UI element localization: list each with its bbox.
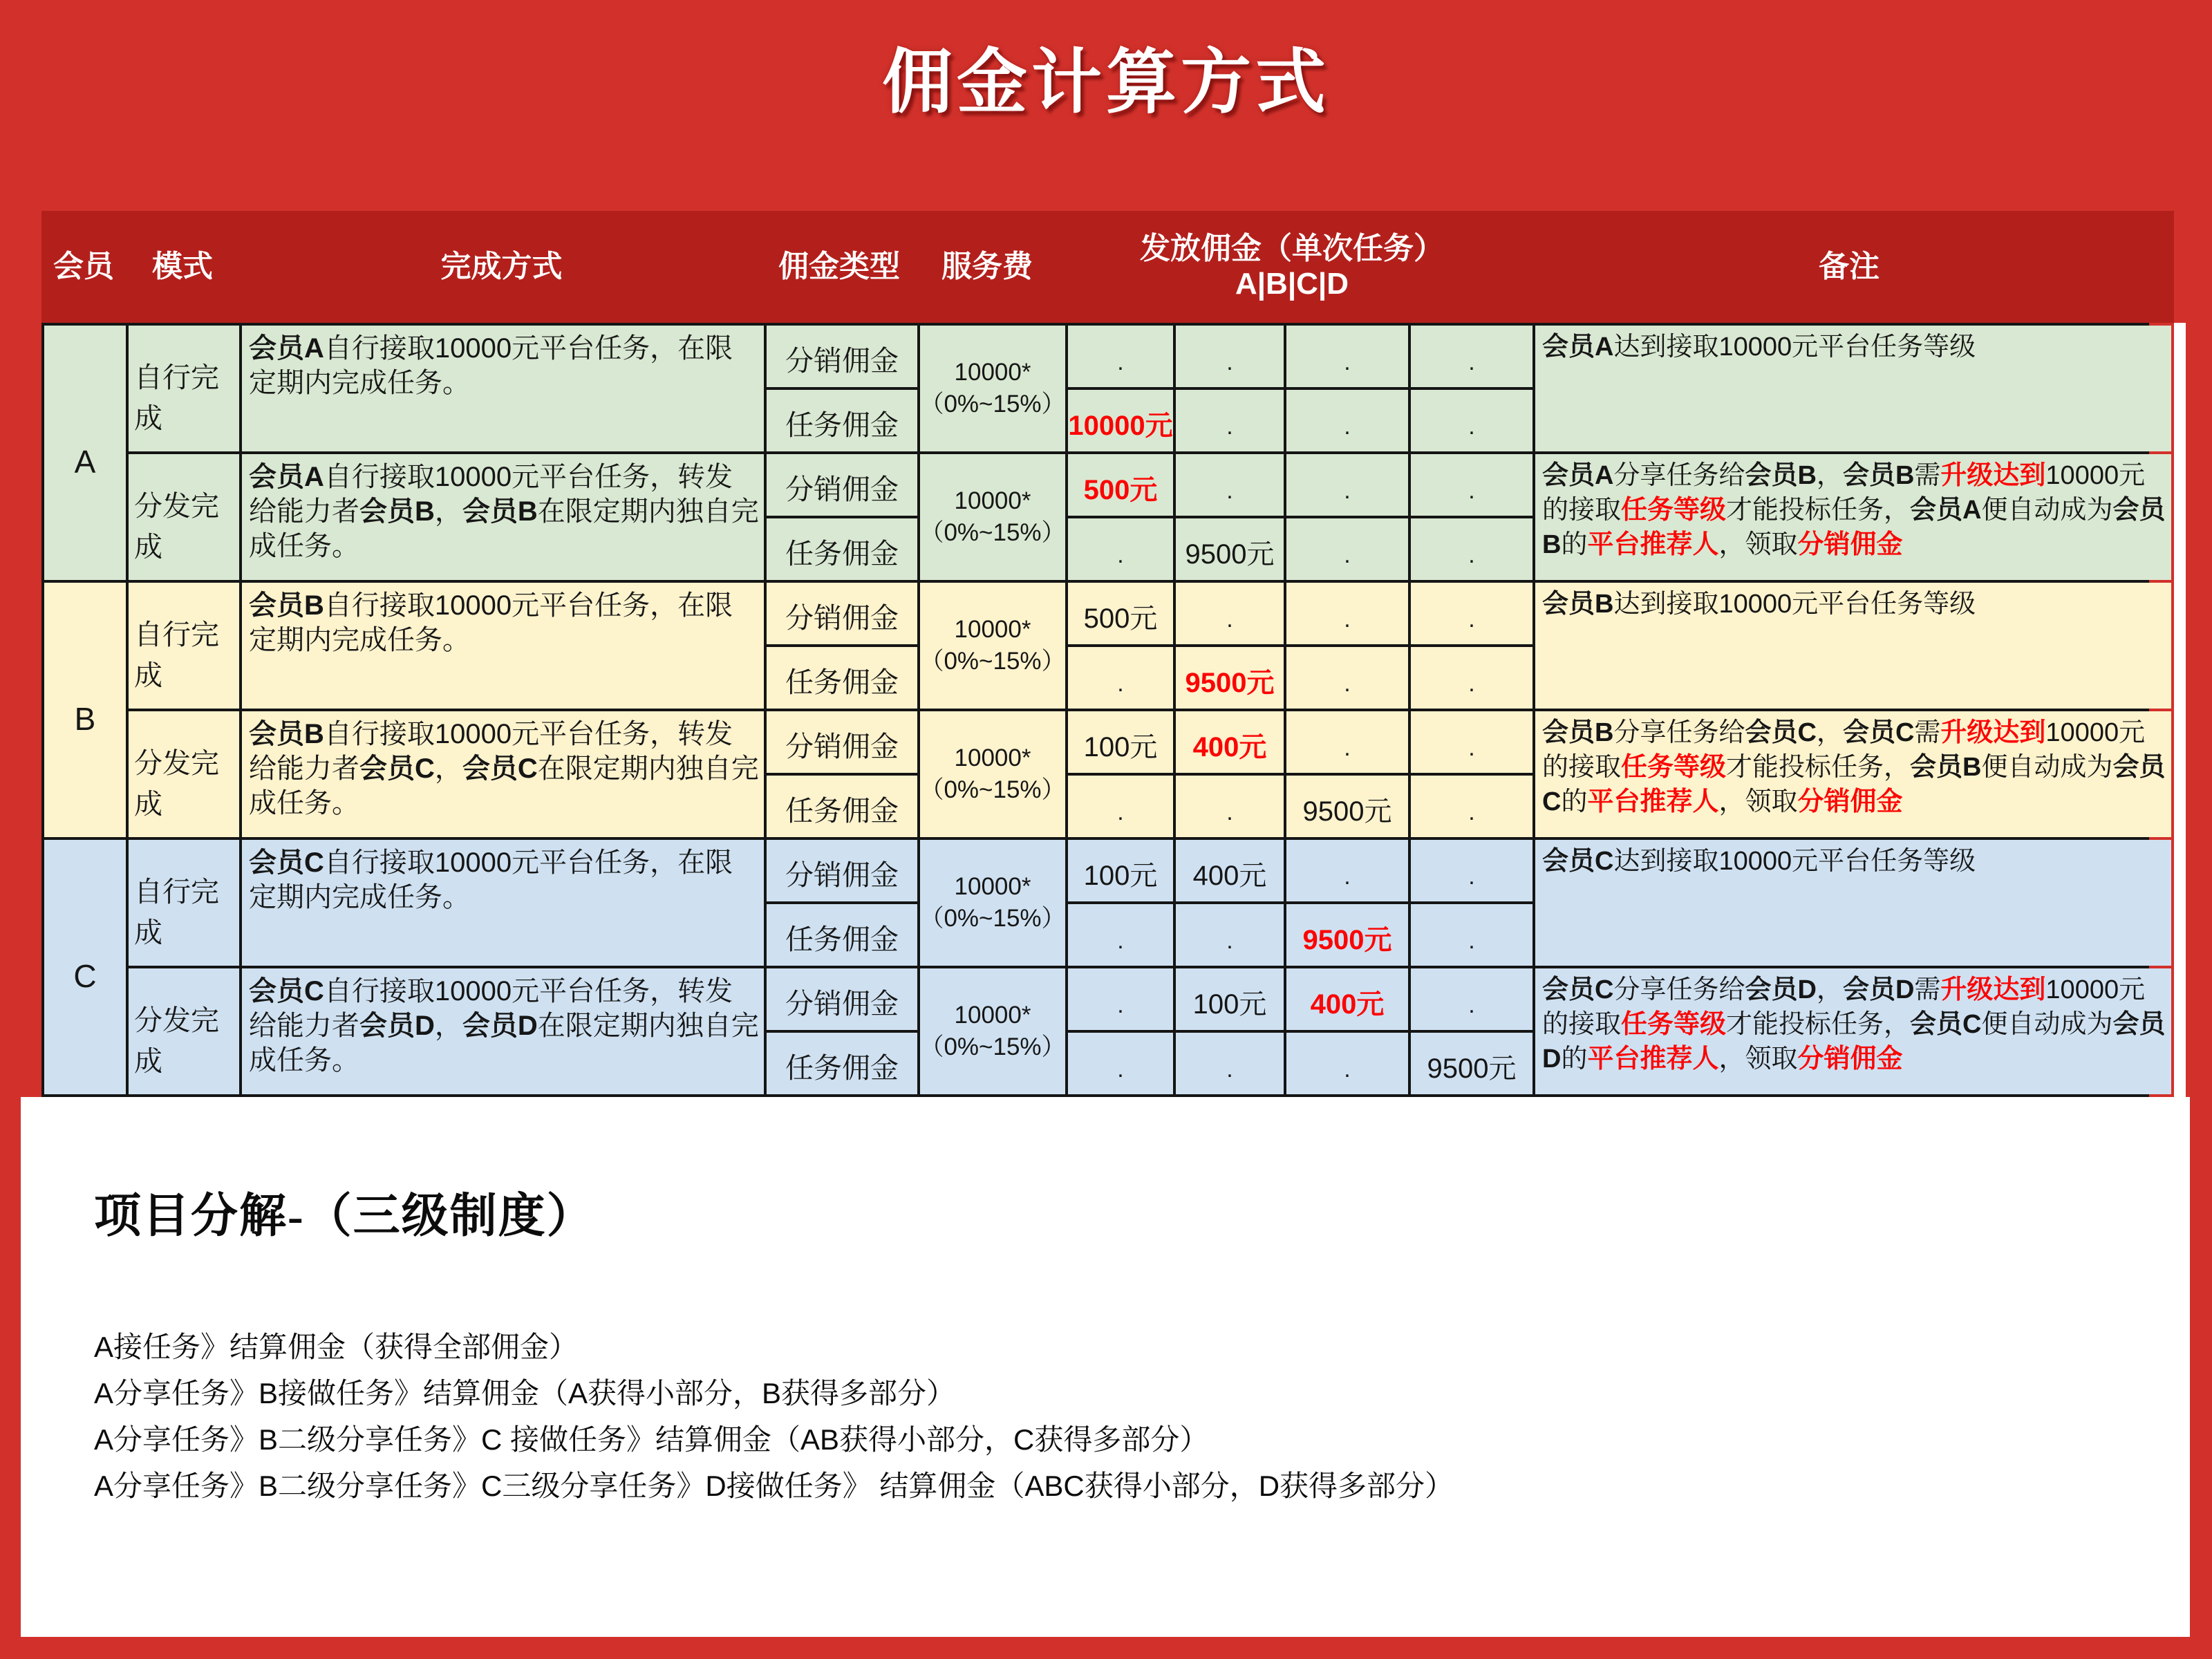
text-segment: 在限定期内独自完成任务。 [249,496,759,561]
service-fee-line: （0%~15%） [919,648,1066,675]
text-segment: 需 [1914,461,1941,490]
text-segment: ， [1816,718,1843,747]
remark-cell [1535,583,2171,709]
service-fee-line: 10000* [954,744,1031,771]
text-segment: 分销佣金 [1797,787,1903,816]
member-cell: A [44,326,126,580]
mode-cell: 自行完成 [129,840,239,966]
payout-value-cell: . [1176,1033,1284,1094]
text-segment: 升级达到 [1940,975,2046,1004]
text-segment: 会员B [1745,461,1817,490]
remark-cell [1535,326,2171,451]
text-segment: 会员D [359,1011,435,1041]
payout-value-cell: . [1068,776,1173,837]
text-segment: 会员B [249,590,324,621]
mode-cell: 分发完成 [129,968,239,1094]
payout-value-cell: . [1286,647,1408,709]
commission-type-cell: 任务佣金 [767,904,917,966]
text-segment: 才能投标任务， [1726,496,1911,525]
payout-value-cell: . [1176,326,1284,387]
text-segment: 的 [1561,787,1588,816]
payout-value-cell: . [1286,840,1408,901]
text-segment: 自行接取10000元平台任务，在限定期内完成任务。 [249,590,733,655]
table-body [41,323,2166,1097]
method-cell [242,326,764,451]
header-method: 完成方式 [440,249,563,283]
payout-value-cell: . [1176,583,1284,644]
payout-value-cell: . [1411,390,1533,451]
commission-type-cell: 任务佣金 [767,390,917,451]
text-segment: 分享任务给 [1613,975,1745,1004]
text-segment: 会员A [1910,496,1982,525]
payout-value-cell: . [1411,454,1533,516]
text-segment: 会员C [1542,847,1614,876]
header-payout-line2: A|B|C|D [1235,267,1349,301]
text-segment: 会员B [359,496,435,527]
commission-type-cell: 任务佣金 [767,1033,917,1094]
payout-value-cell: 400元 [1286,968,1408,1030]
text-segment: 在限定期内独自完成任务。 [249,753,759,818]
text-segment: 平台推荐人 [1587,787,1719,816]
text-segment: 任务等级 [1621,753,1727,782]
payout-value-cell: . [1286,390,1408,451]
payout-value-cell: . [1176,390,1284,451]
header-payout [1060,232,1524,301]
breakdown-line: A分享任务》B接做任务》结算佣金（A获得小部分，B获得多部分） [94,1377,956,1409]
payout-value-cell: . [1411,968,1533,1030]
text-segment: 会员D [1745,975,1817,1004]
remark-cell [1535,454,2171,580]
text-segment: 会员C [249,976,324,1006]
payout-value-cell: . [1286,583,1408,644]
breakdown-lines [94,1324,1454,1509]
payout-value-cell: 9500元 [1286,776,1408,837]
text-segment: 升级达到 [1940,718,2046,747]
commission-type-cell: 任务佣金 [767,647,917,709]
payout-value-cell: 400元 [1176,711,1284,773]
method-cell [242,711,764,837]
payout-value-cell: 100元 [1068,711,1173,773]
payout-value-cell: . [1286,1033,1408,1094]
text-segment: 会员D [462,1011,538,1041]
payout-value-cell: 10000元 [1068,390,1173,451]
text-segment: 自行接取10000元平台任务，转发给能力者 [249,976,733,1041]
text-segment: 自行接取10000元平台任务，在限定期内完成任务。 [249,847,733,912]
text-segment: 会员A [1542,332,1614,362]
commission-type-cell: 任务佣金 [767,518,917,580]
payout-value-cell: . [1286,326,1408,387]
text-segment: 分销佣金 [1797,530,1903,559]
text-segment: 会员B [1842,461,1915,490]
text-segment: 10000元的接取 [1542,975,2146,1039]
text-segment: 达到接取10000元平台任务等级 [1613,847,1976,876]
service-fee-line: 10000* [954,1002,1031,1029]
table-right-white-strip [2174,323,2186,1097]
mode-cell: 自行完成 [129,583,239,709]
text-segment: 升级达到 [1940,461,2046,490]
header-payout-line1: 发放佣金（单次任务） [1140,232,1444,266]
payout-value-cell: 500元 [1068,583,1173,644]
text-segment: 分享任务给 [1613,461,1745,490]
payout-value-cell: . [1068,518,1173,580]
payout-value-cell: . [1176,454,1284,516]
text-segment: 会员C [1910,1010,1982,1039]
service-fee-line: （0%~15%） [919,905,1066,932]
payout-value-cell: . [1411,776,1533,837]
text-segment: 会员C [1542,753,2166,816]
remark-cell [1535,711,2171,837]
text-segment: 便自动成为 [1981,753,2113,782]
service-fee-line: （0%~15%） [919,519,1066,546]
text-segment: 才能投标任务， [1726,753,1911,782]
payout-value-cell: . [1411,647,1533,709]
text-segment: 会员B [462,496,538,527]
payout-value-cell: . [1286,518,1408,580]
text-segment: 会员B [1542,718,1614,747]
text-segment: 会员C [359,753,435,784]
text-segment: 会员B [1910,753,1982,782]
text-segment: 任务等级 [1621,1010,1727,1039]
header-service-fee: 服务费 [941,249,1033,283]
method-cell [242,840,764,966]
text-segment: 会员A [1542,461,1614,490]
service-fee-line: 10000* [954,873,1031,900]
commission-type-cell: 任务佣金 [767,776,917,837]
method-cell [242,454,764,580]
payout-value-cell: 100元 [1068,840,1173,901]
text-segment: 自行接取10000元平台任务，在限定期内完成任务。 [249,333,733,398]
service-fee-line: 10000* [954,487,1031,514]
payout-value-cell: . [1411,583,1533,644]
mode-cell: 分发完成 [129,454,239,580]
text-segment: 才能投标任务， [1726,1010,1911,1039]
commission-type-cell: 分销佣金 [767,711,917,773]
header-mode: 模式 [152,249,213,283]
remark-cell [1535,840,2171,966]
payout-value-cell: . [1068,904,1173,966]
text-segment: 分享任务给 [1613,718,1745,747]
text-segment: ， [434,1011,462,1041]
commission-type-cell: 分销佣金 [767,840,917,901]
breakdown-line: A分享任务》B二级分享任务》C 接做任务》结算佣金（AB获得小部分，C获得多部分） [94,1423,1209,1456]
member-cell: B [44,583,126,837]
commission-type-cell: 分销佣金 [767,326,917,387]
header-remark: 备注 [1819,249,1880,283]
payout-value-cell: . [1411,840,1533,901]
text-segment: 分销佣金 [1797,1044,1903,1074]
remark-cell [1535,968,2171,1094]
text-segment: ， [434,753,462,784]
text-segment: 10000元的接取 [1542,718,2146,782]
service-fee-line: （0%~15%） [919,1033,1066,1060]
breakdown-line: A接任务》结算佣金（获得全部佣金） [94,1331,579,1363]
text-segment: ， [434,496,462,527]
payout-value-cell: 9500元 [1176,518,1284,580]
text-segment: ，领取 [1718,787,1798,816]
breakdown-line: A分享任务》B二级分享任务》C三级分享任务》D接做任务》 结算佣金（ABC获得小部分，D获得多部分） [94,1470,1454,1502]
text-segment: 会员B [1542,590,1614,619]
text-segment: 会员A [249,462,324,492]
mode-cell: 自行完成 [129,326,239,451]
payout-value-cell: . [1411,326,1533,387]
payout-value-cell: 9500元 [1176,647,1284,709]
text-segment: 需 [1914,718,1941,747]
text-segment: ，领取 [1718,530,1798,559]
text-segment: 平台推荐人 [1587,530,1719,559]
payout-value-cell: . [1286,454,1408,516]
text-segment: 平台推荐人 [1587,1044,1719,1074]
text-segment: ，领取 [1718,1044,1798,1074]
payout-value-cell: . [1411,518,1533,580]
service-fee-cell [920,711,1065,837]
text-segment: 便自动成为 [1981,496,2113,525]
payout-value-cell: . [1411,904,1533,966]
service-fee-cell [920,968,1065,1094]
method-cell [242,583,764,709]
text-segment: 会员A [249,333,324,364]
text-segment: 会员C [1745,718,1817,747]
mode-cell: 分发完成 [129,711,239,837]
service-fee-cell [920,326,1065,451]
commission-type-cell: 分销佣金 [767,583,917,644]
text-segment: 会员B [1542,496,2166,559]
breakdown-heading: 项目分解-（三级制度） [94,1190,595,1242]
text-segment: 自行接取10000元平台任务，转发给能力者 [249,462,733,527]
service-fee-line: 10000* [954,616,1031,643]
service-fee-line: （0%~15%） [919,391,1066,418]
page-title: 佣金计算方式 [882,44,1330,122]
bottom-white-panel [21,1097,2190,1637]
text-segment: 任务等级 [1621,496,1727,525]
payout-value-cell: . [1068,647,1173,709]
payout-value-cell: . [1286,711,1408,773]
text-segment: 达到接取10000元平台任务等级 [1613,332,1976,362]
text-segment: 的 [1561,1044,1588,1074]
service-fee-cell [920,454,1065,580]
header-member: 会员 [53,249,114,283]
text-segment: 会员C [249,847,324,878]
service-fee-cell [920,583,1065,709]
payout-value-cell: . [1068,968,1173,1030]
method-cell [242,968,764,1094]
payout-value-cell: 9500元 [1286,904,1408,966]
commission-type-cell: 分销佣金 [767,968,917,1030]
text-segment: 便自动成为 [1981,1010,2113,1039]
text-segment: 会员C [1542,975,1614,1004]
payout-value-cell: . [1068,1033,1173,1094]
payout-value-cell: 400元 [1176,840,1284,901]
text-segment: 会员C [1842,718,1915,747]
header-commission-type: 佣金类型 [778,249,900,283]
text-segment: ， [1816,975,1843,1004]
service-fee-line: （0%~15%） [919,776,1066,803]
table-header-row [41,211,2174,323]
text-segment: 10000元的接取 [1542,461,2146,525]
text-segment: 在限定期内独自完成任务。 [249,1011,759,1076]
text-segment: 会员C [462,753,538,784]
payout-value-cell: 100元 [1176,968,1284,1030]
payout-value-cell: 9500元 [1411,1033,1533,1094]
member-cell: C [44,840,126,1094]
commission-type-cell: 分销佣金 [767,454,917,516]
payout-value-cell: . [1176,904,1284,966]
text-segment: 会员B [249,719,324,749]
text-segment: 会员D [1542,1010,2166,1074]
text-segment: 自行接取10000元平台任务，转发给能力者 [249,719,733,784]
text-segment: 需 [1914,975,1941,1004]
text-segment: 达到接取10000元平台任务等级 [1613,590,1976,619]
service-fee-line: 10000* [954,359,1031,386]
payout-value-cell: . [1411,711,1533,773]
payout-value-cell: . [1068,326,1173,387]
text-segment: 的 [1561,530,1588,559]
text-segment: 会员D [1842,975,1915,1004]
text-segment: ， [1816,461,1843,490]
payout-value-cell: 500元 [1068,454,1173,516]
payout-value-cell: . [1176,776,1284,837]
service-fee-cell [920,840,1065,966]
